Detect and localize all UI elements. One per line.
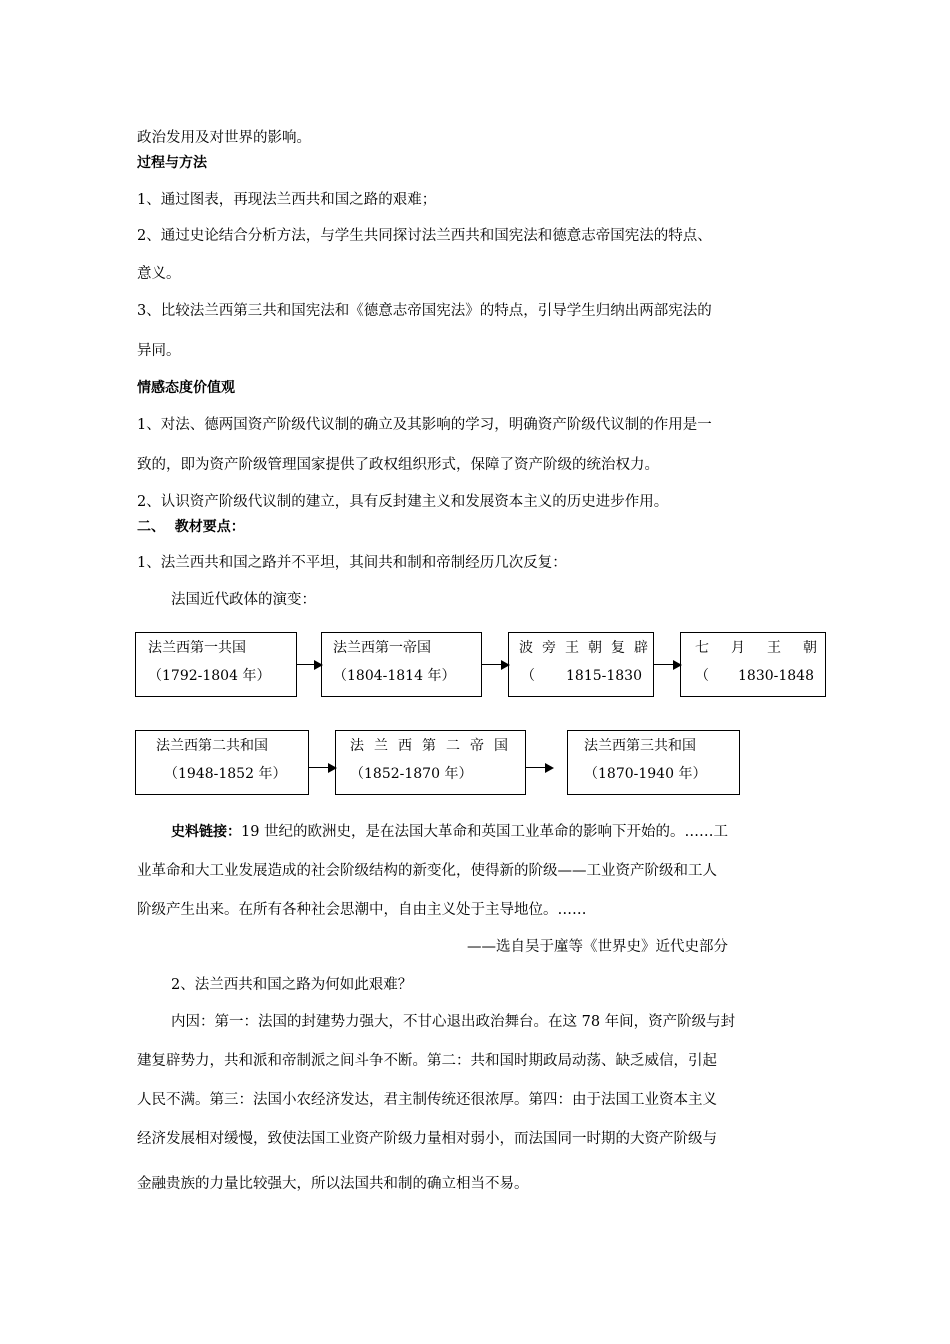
regime-name: 法兰西第一帝国 bbox=[333, 640, 431, 656]
regime-box-second-republic bbox=[135, 730, 309, 795]
regime-years-open: （ bbox=[695, 668, 709, 684]
source-text: 19 世纪的欧洲史，是在法国大革命和英国工业革命的影响下开始的。……工 bbox=[241, 824, 729, 840]
regime-name: 法兰西第二共和国 bbox=[156, 738, 268, 754]
answer-line: 建复辟势力，共和派和帝制派之间斗争不断。第二：共和国时期政局动荡、缺乏威信，引起 bbox=[137, 1053, 717, 1069]
heading-key-points: 二、 教材要点： bbox=[137, 519, 245, 535]
answer-line: 内因：第一：法国的封建势力强大，不甘心退出政治舞台。在这 78 年间，资产阶级与封 bbox=[171, 1014, 736, 1030]
text-line: 法国近代政体的演变： bbox=[171, 592, 316, 608]
regime-years: （1804-1814 年） bbox=[333, 668, 456, 684]
arrow-icon bbox=[654, 664, 680, 665]
text-line: 1、对法、德两国资产阶级代议制的确立及其影响的学习，明确资产阶级代议制的作用是一 bbox=[137, 417, 712, 433]
text-line: 1、法兰西共和国之路并不平坦，其间共和制和帝制经历几次反复： bbox=[137, 555, 567, 571]
source-label: 史料链接： bbox=[171, 824, 241, 840]
heading-process-methods: 过程与方法 bbox=[137, 155, 207, 171]
regime-years: （1852-1870 年） bbox=[350, 766, 473, 782]
text-line: 2、通过史论结合分析方法，与学生共同探讨法兰西共和国宪法和德意志帝国宪法的特点、 bbox=[137, 228, 712, 244]
arrow-icon bbox=[309, 767, 335, 768]
source-line: 业革命和大工业发展造成的社会阶级结构的新变化，使得新的阶级——工业资产阶级和工人 bbox=[137, 863, 717, 879]
text-line: 异同。 bbox=[137, 343, 181, 359]
regime-box-july-monarchy bbox=[680, 632, 839, 697]
text-line: 致的，即为资产阶级管理国家提供了政权组织形式，保障了资产阶级的统治权力。 bbox=[137, 457, 659, 473]
arrow-icon bbox=[297, 664, 321, 665]
regime-box-second-empire bbox=[335, 730, 526, 795]
text-line: 3、比较法兰西第三共和国宪法和《德意志帝国宪法》的特点，引导学生归纳出两部宪法的 bbox=[137, 303, 712, 319]
text-line: 1、通过图表，再现法兰西共和国之路的艰难； bbox=[137, 192, 437, 208]
regime-years: （1792-1804 年） bbox=[148, 668, 271, 684]
answer-line: 人民不满。第三：法国小农经济发达，君主制传统还很浓厚。第四：由于法国工业资本主义 bbox=[137, 1092, 717, 1108]
question-title: 2、法兰西共和国之路为何如此艰难？ bbox=[171, 977, 413, 993]
text-line: 政治发用及对世界的影响。 bbox=[137, 130, 311, 146]
regime-name: 法兰西第三共和国 bbox=[584, 738, 696, 754]
regime-box-third-republic bbox=[567, 730, 740, 795]
text-line: 意义。 bbox=[137, 266, 181, 282]
regime-years: 1815-1830 bbox=[566, 668, 642, 684]
arrow-icon bbox=[482, 664, 508, 665]
source-line: 阶级产生出来。在所有各种社会思潮中，自由主义处于主导地位。…… bbox=[137, 902, 587, 918]
text-line: 2、认识资产阶级代议制的建立，具有反封建主义和发展资本主义的历史进步作用。 bbox=[137, 494, 669, 510]
regime-years: （1948-1852 年） bbox=[164, 766, 287, 782]
answer-line: 经济发展相对缓慢，致使法国工业资产阶级力量相对弱小，而法国同一时期的大资产阶级与 bbox=[137, 1131, 717, 1147]
source-line bbox=[171, 822, 728, 842]
regime-box-first-republic bbox=[135, 632, 297, 697]
regime-name: 法兰西第二帝国 bbox=[350, 738, 518, 754]
regime-name: 七月王朝 bbox=[695, 640, 839, 656]
source-citation: ——选自吴于廑等《世界史》近代史部分 bbox=[467, 939, 728, 955]
regime-years: （1870-1940 年） bbox=[584, 766, 707, 782]
regime-name: 法兰西第一共国 bbox=[148, 640, 246, 656]
regime-name: 波旁王朝复辟 bbox=[519, 640, 657, 656]
answer-line: 金融贵族的力量比较强大，所以法国共和制的确立相当不易。 bbox=[137, 1176, 529, 1192]
regime-box-bourbon-restoration bbox=[508, 632, 657, 697]
heading-emotion-values: 情感态度价值观 bbox=[137, 380, 235, 396]
regime-years: 1830-1848 bbox=[738, 668, 814, 684]
regime-years-open: （ bbox=[521, 668, 535, 684]
regime-box-first-empire bbox=[321, 632, 482, 697]
arrow-icon bbox=[526, 767, 552, 768]
